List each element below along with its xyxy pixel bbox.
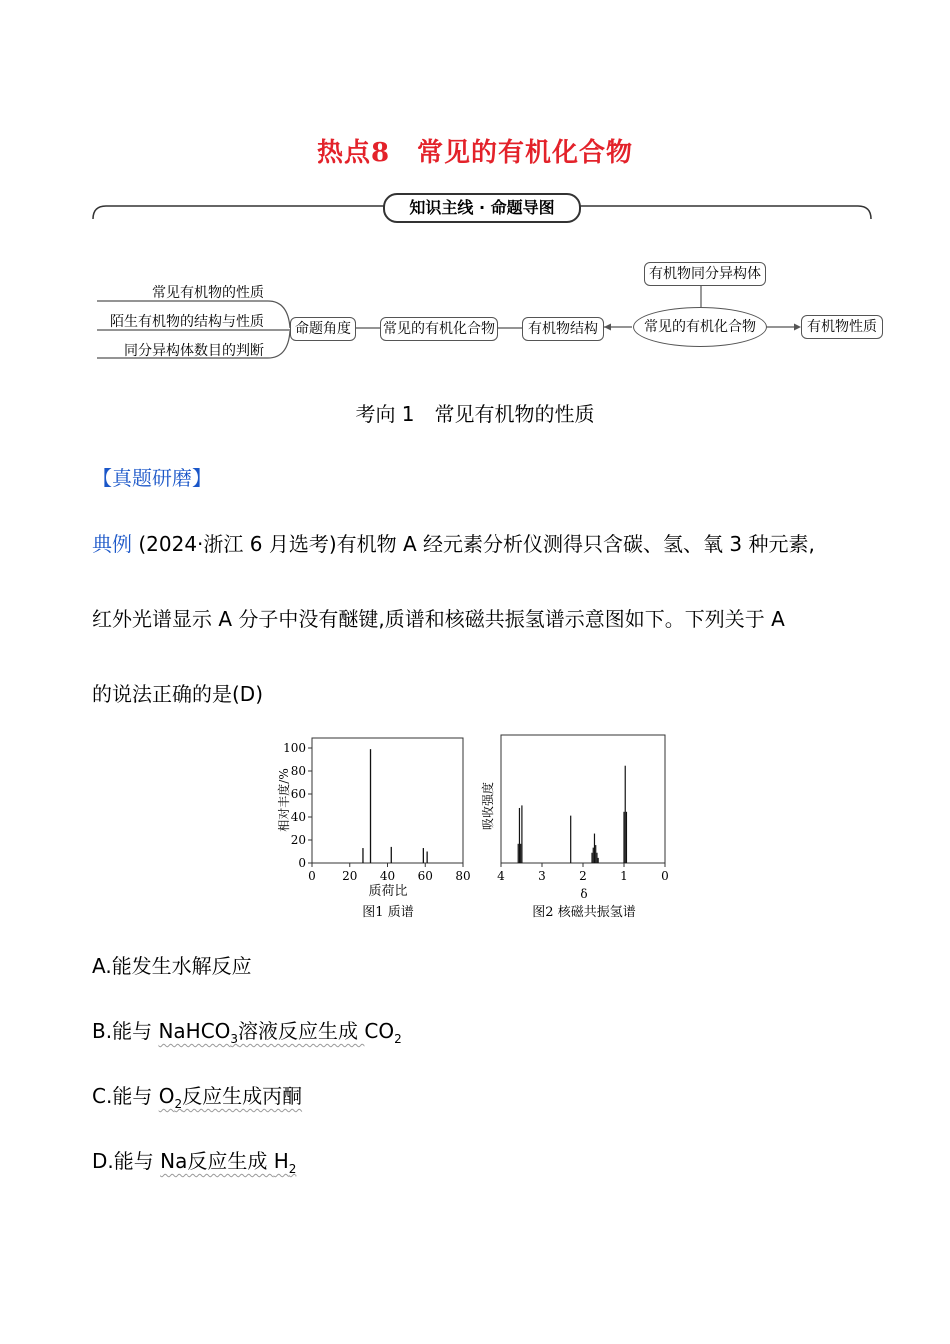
map-box-properties: 有机物性质 — [801, 315, 883, 339]
ms-xtick-label: 20 — [342, 869, 358, 883]
example-line-2: 红外光谱显示 A 分子中没有醚键,质谱和核磁共振氢谱示意图如下。下列关于 A — [92, 607, 785, 631]
map-center-ellipse: 常见的有机化合物 — [633, 307, 767, 347]
example-line-1: 典例 (2024·浙江 6 月选考)有机物 A 经元素分析仪测得只含碳、氢、氧 3 种元素, — [92, 532, 815, 556]
section-banner: 知识主线 · 命题导图 — [383, 193, 581, 223]
ms-title: 图1 质谱 — [362, 905, 414, 920]
nmr-xtick-label: 1 — [620, 869, 628, 883]
page-title: 热点8 常见的有机化合物 — [316, 138, 634, 168]
section-subtitle: 考向 1 常见有机物的性质 — [355, 402, 595, 426]
nmr-xtick-label: 3 — [538, 869, 546, 883]
ms-ytick-label: 80 — [290, 764, 306, 778]
option-d: D.能与 Na反应生成 $H_2$ — [92, 1149, 297, 1176]
nmr-xtick-label: 0 — [661, 869, 669, 883]
example-line-3: 的说法正确的是(D) — [92, 682, 264, 706]
ms-xtick-label: 80 — [455, 869, 471, 883]
map-box-isomers: 有机物同分异构体 — [644, 262, 766, 286]
map-box-angle: 命题角度 — [290, 317, 356, 341]
section-tag: 【真题研磨】 — [92, 466, 212, 490]
ms-ylabel: 相对丰度/% — [277, 768, 291, 832]
option-c: C.能与 $O_2$反应生成丙酮 — [92, 1084, 303, 1111]
option-a: A.能发生水解反应 — [92, 954, 252, 978]
map-left-item-1: 常见有机物的性质 — [152, 285, 264, 301]
ms-ytick-label: 0 — [298, 856, 306, 870]
map-left-item-3: 同分异构体数目的判断 — [124, 343, 264, 359]
ms-ytick-label: 60 — [290, 787, 306, 801]
ms-xtick-label: 40 — [379, 869, 396, 883]
ms-plot-frame — [312, 738, 463, 863]
nmr-plot-frame — [501, 735, 665, 863]
nmr-xlabel: δ — [580, 887, 588, 901]
option-b: B.能与 NaHCO$_3$溶液反应生成 $CO_2$ — [92, 1019, 402, 1046]
ms-xtick-label: 0 — [308, 869, 316, 883]
ms-xtick-label: 60 — [417, 869, 433, 883]
ms-ytick-label: 40 — [290, 810, 306, 824]
ms-xlabel: 质荷比 — [368, 884, 408, 899]
map-box-structure: 有机物结构 — [522, 317, 604, 341]
ms-ytick-label: 100 — [283, 741, 306, 755]
ms-ytick-label: 20 — [290, 833, 306, 847]
nmr-ylabel: 吸收强度 — [481, 781, 495, 831]
map-box-topic: 常见的有机化合物 — [380, 317, 498, 341]
spectra-figures — [260, 728, 690, 928]
map-left-item-2: 陌生有机物的结构与性质 — [110, 314, 264, 330]
nmr-xtick-label: 4 — [497, 869, 505, 883]
nmr-xtick-label: 2 — [579, 869, 587, 883]
nmr-title: 图2 核磁共振氢谱 — [532, 905, 636, 920]
example-label: 典例 — [92, 532, 132, 556]
